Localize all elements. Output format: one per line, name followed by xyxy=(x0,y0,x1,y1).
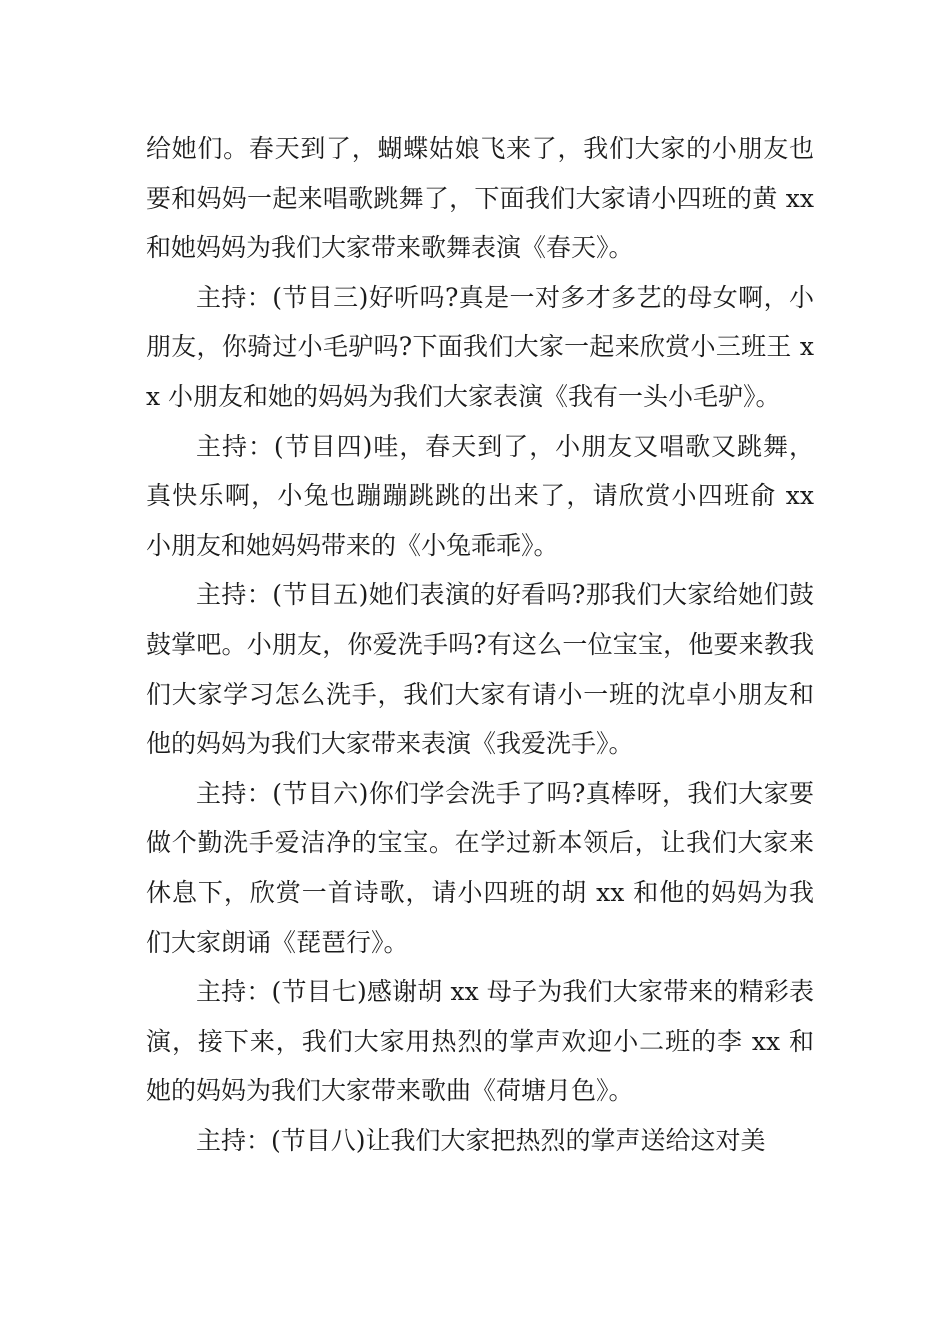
paragraph-4: 主持：(节目五)她们表演的好看吗?那我们大家给她们鼓鼓掌吧。小朋友，你爱洗手吗?有这么一位宝宝，他要来教我们大家学习怎么洗手，我们大家有请小一班的沈卓小朋友和他的妈妈为我们大家带来表演《我爱洗手》。 xyxy=(146,580,814,759)
paragraph-5: 主持：(节目六)你们学会洗手了吗?真棒呀，我们大家要做个勤洗手爱洁净的宝宝。在学过新本领后，让我们大家来休息下，欣赏一首诗歌，请小四班的胡 xx 和他的妈妈为我们大家朗诵《琵琶行》。 xyxy=(146,778,814,957)
paragraph-2: 主持：(节目三)好听吗?真是一对多才多艺的母女啊，小朋友，你骑过小毛驴吗?下面我们大家一起来欣赏小三班王 xx 小朋友和她的妈妈为我们大家表演《我有一头小毛驴》。 xyxy=(146,282,814,411)
paragraph-1: 给她们。春天到了，蝴蝶姑娘飞来了，我们大家的小朋友也要和妈妈一起来唱歌跳舞了，下面我们大家请小四班的黄 xx 和她妈妈为我们大家带来歌舞表演《春天》。 xyxy=(146,134,814,263)
paragraph-7: 主持：(节目八)让我们大家把热烈的掌声送给这对美 xyxy=(196,1125,766,1155)
paragraph-6: 主持：(节目七)感谢胡 xx 母子为我们大家带来的精彩表演，接下来，我们大家用热烈的掌声欢迎小二班的李 xx 和她的妈妈为我们大家带来歌曲《荷塘月色》。 xyxy=(146,977,814,1106)
document-body xyxy=(146,124,814,1165)
paragraph-3: 主持：(节目四)哇，春天到了，小朋友又唱歌又跳舞，真快乐啊，小兔也蹦蹦跳跳的出来了，请欣赏小四班俞 xx 小朋友和她妈妈带来的《小兔乖乖》。 xyxy=(146,431,814,560)
